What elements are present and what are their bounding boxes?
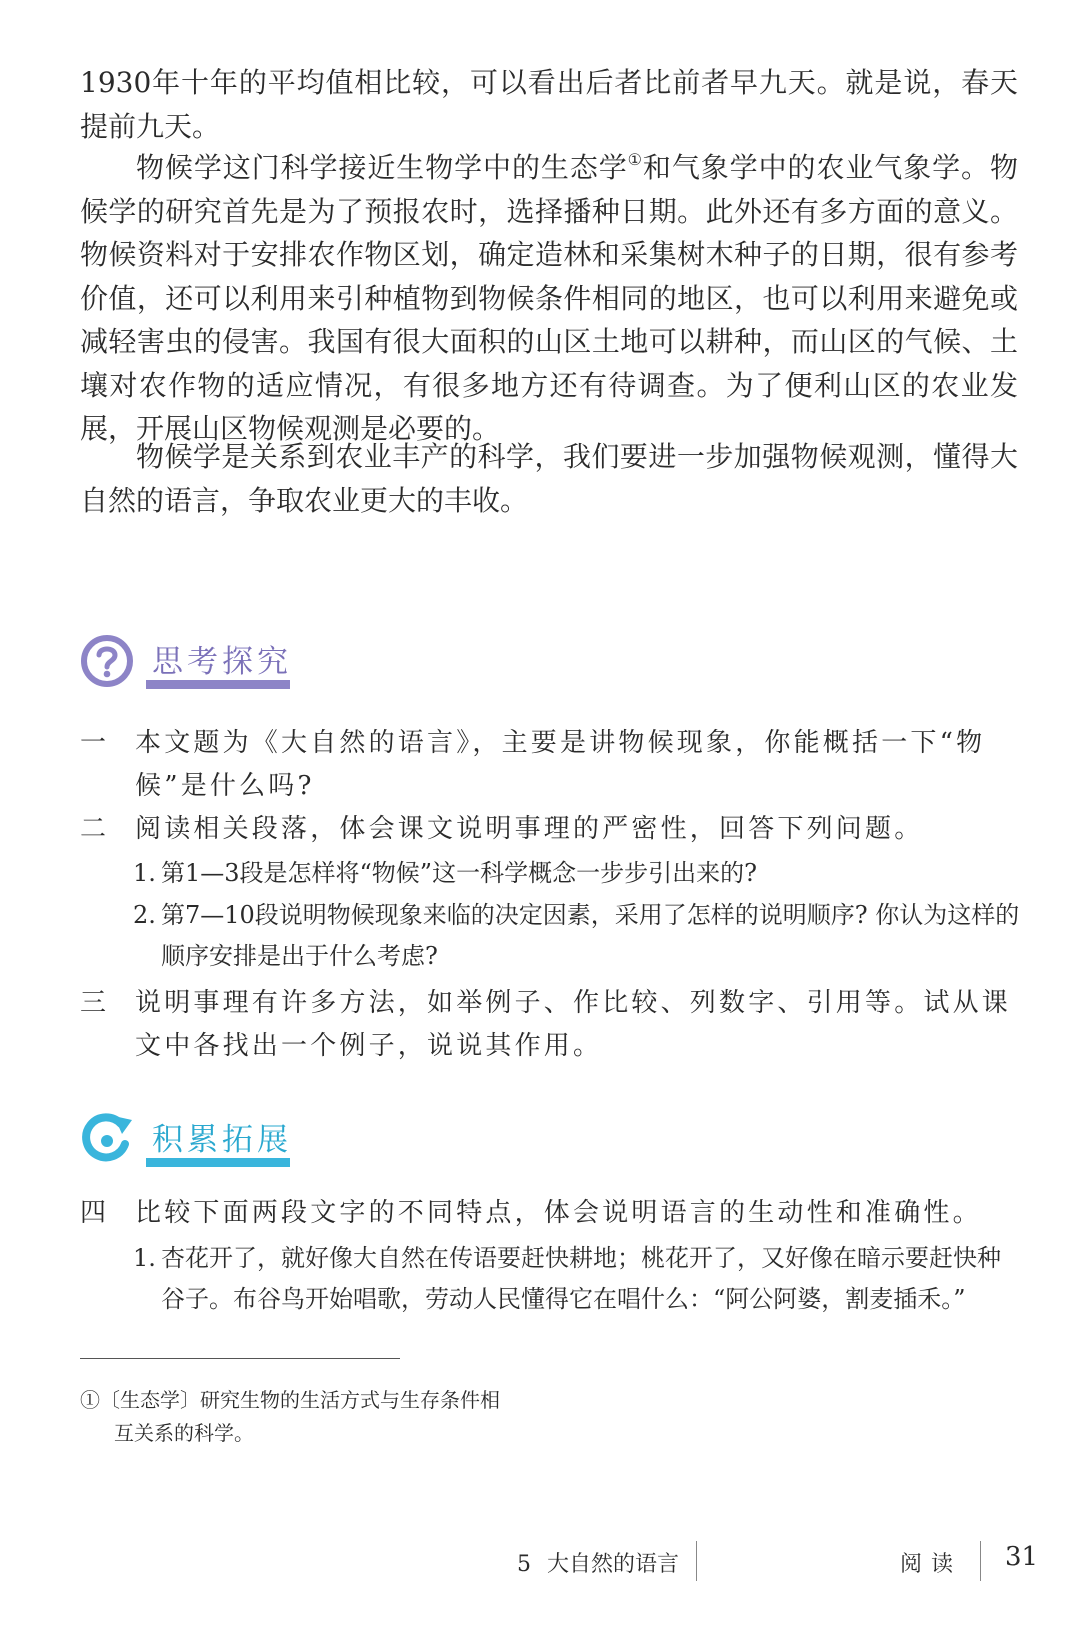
question-2-text: 阅读相关段落，体会课文说明事理的严密性，回答下列问题。 [135, 814, 924, 844]
refresh-arrow-icon [80, 1112, 134, 1166]
think-explore-underline [146, 680, 290, 689]
footer-divider [980, 1541, 981, 1581]
paragraph-1-text: 1930年十年的平均值相比较，可以看出后者比前者早九天。就是说，春天提前九天。 [80, 66, 1018, 143]
question-2-sub-1 [133, 853, 1021, 894]
question-3-number: 三 [80, 988, 107, 1018]
footnote [80, 1384, 560, 1450]
sub-question-text: 第1—3段是怎样将“物候”这一科学概念一步步引出来的? [161, 859, 757, 887]
paragraph-2-text-b: 和气象学中的农业气象学。物候学的研究首先是为了预报农时，选择播种日期。此外还有多方面的意义。物候资料对于安排农作物区划，确定造林和采集树木种子的日期，很有参考价值，还可以利用来引种植物到物候条件相同的地区，也可以利用来避免或减轻害虫的侵害。我国有很大面积的山区土地可以耕种，而山区的气候、土壤对农作物的适应情况，有很多地方还有待调查。为了便利山区的农业发展，开展山区物候观测是必要的。 [80, 151, 1018, 445]
question-1-number: 一 [80, 728, 107, 758]
sub-question-number: 2. [133, 901, 156, 929]
think-explore-header [80, 634, 480, 704]
question-2-sub-2 [133, 895, 1021, 977]
footer-section-label: 阅读 [900, 1552, 963, 1577]
question-1-text: 本文题为《大自然的语言》，主要是讲物候现象，你能概括一下“物候”是什么吗? [135, 728, 986, 801]
question-1 [80, 722, 1020, 808]
question-3-text: 说明事理有许多方法，如举例子、作比较、列数字、引用等。试从课文中各找出一个例子，说说其作用。 [135, 988, 1012, 1061]
page-number: 31 [1005, 1542, 1039, 1572]
footer-chapter-number: 5 [517, 1552, 531, 1577]
accumulate-expand-title: 积累拓展 [152, 1122, 292, 1158]
paragraph-3-text: 物候学是关系到农业丰产的科学，我们要进一步加强物候观测，懂得大自然的语言，争取农业更大的丰收。 [80, 440, 1018, 517]
paragraph-1 [80, 61, 1018, 148]
footnote-line-1: ①〔生态学〕研究生物的生活方式与生存条件相 [80, 1388, 500, 1412]
footer-chapter-title: 大自然的语言 [547, 1552, 680, 1577]
question-2-number: 二 [80, 814, 107, 844]
question-mark-icon [80, 634, 134, 688]
question-3 [80, 982, 1020, 1068]
footer-chapter [517, 1547, 679, 1578]
question-4-number: 四 [80, 1198, 107, 1228]
sub-question-number: 1. [133, 859, 156, 887]
accumulate-expand-underline [146, 1158, 290, 1167]
question-4 [80, 1192, 1020, 1235]
question-2 [80, 808, 1020, 851]
question-4-sub-1 [133, 1238, 1021, 1320]
think-explore-title: 思考探究 [152, 644, 292, 680]
paragraph-2 [80, 146, 1018, 451]
footnote-marker[interactable]: ① [627, 150, 643, 169]
sub-question-text: 第7—10段说明物候现象来临的决定因素，采用了怎样的说明顺序? 你认为这样的顺序安排是出于什么考虑? [161, 901, 1020, 970]
footer-divider [696, 1541, 697, 1581]
sub-question-text: 杏花开了，就好像大自然在传语要赶快耕地；桃花开了，又好像在暗示要赶快种谷子。布谷鸟开始唱歌，劳动人民懂得它在唱什么：“阿公阿婆，割麦插禾。” [161, 1244, 1001, 1313]
sub-question-number: 1. [133, 1244, 156, 1272]
footnote-divider [80, 1358, 400, 1359]
accumulate-expand-header [80, 1112, 480, 1182]
question-4-text: 比较下面两段文字的不同特点，体会说明语言的生动性和准确性。 [135, 1198, 982, 1228]
footnote-line-2: 互关系的科学。 [114, 1421, 254, 1445]
paragraph-3 [80, 435, 1018, 522]
paragraph-2-text-a: 物候学这门科学接近生物学中的生态学 [136, 151, 628, 184]
